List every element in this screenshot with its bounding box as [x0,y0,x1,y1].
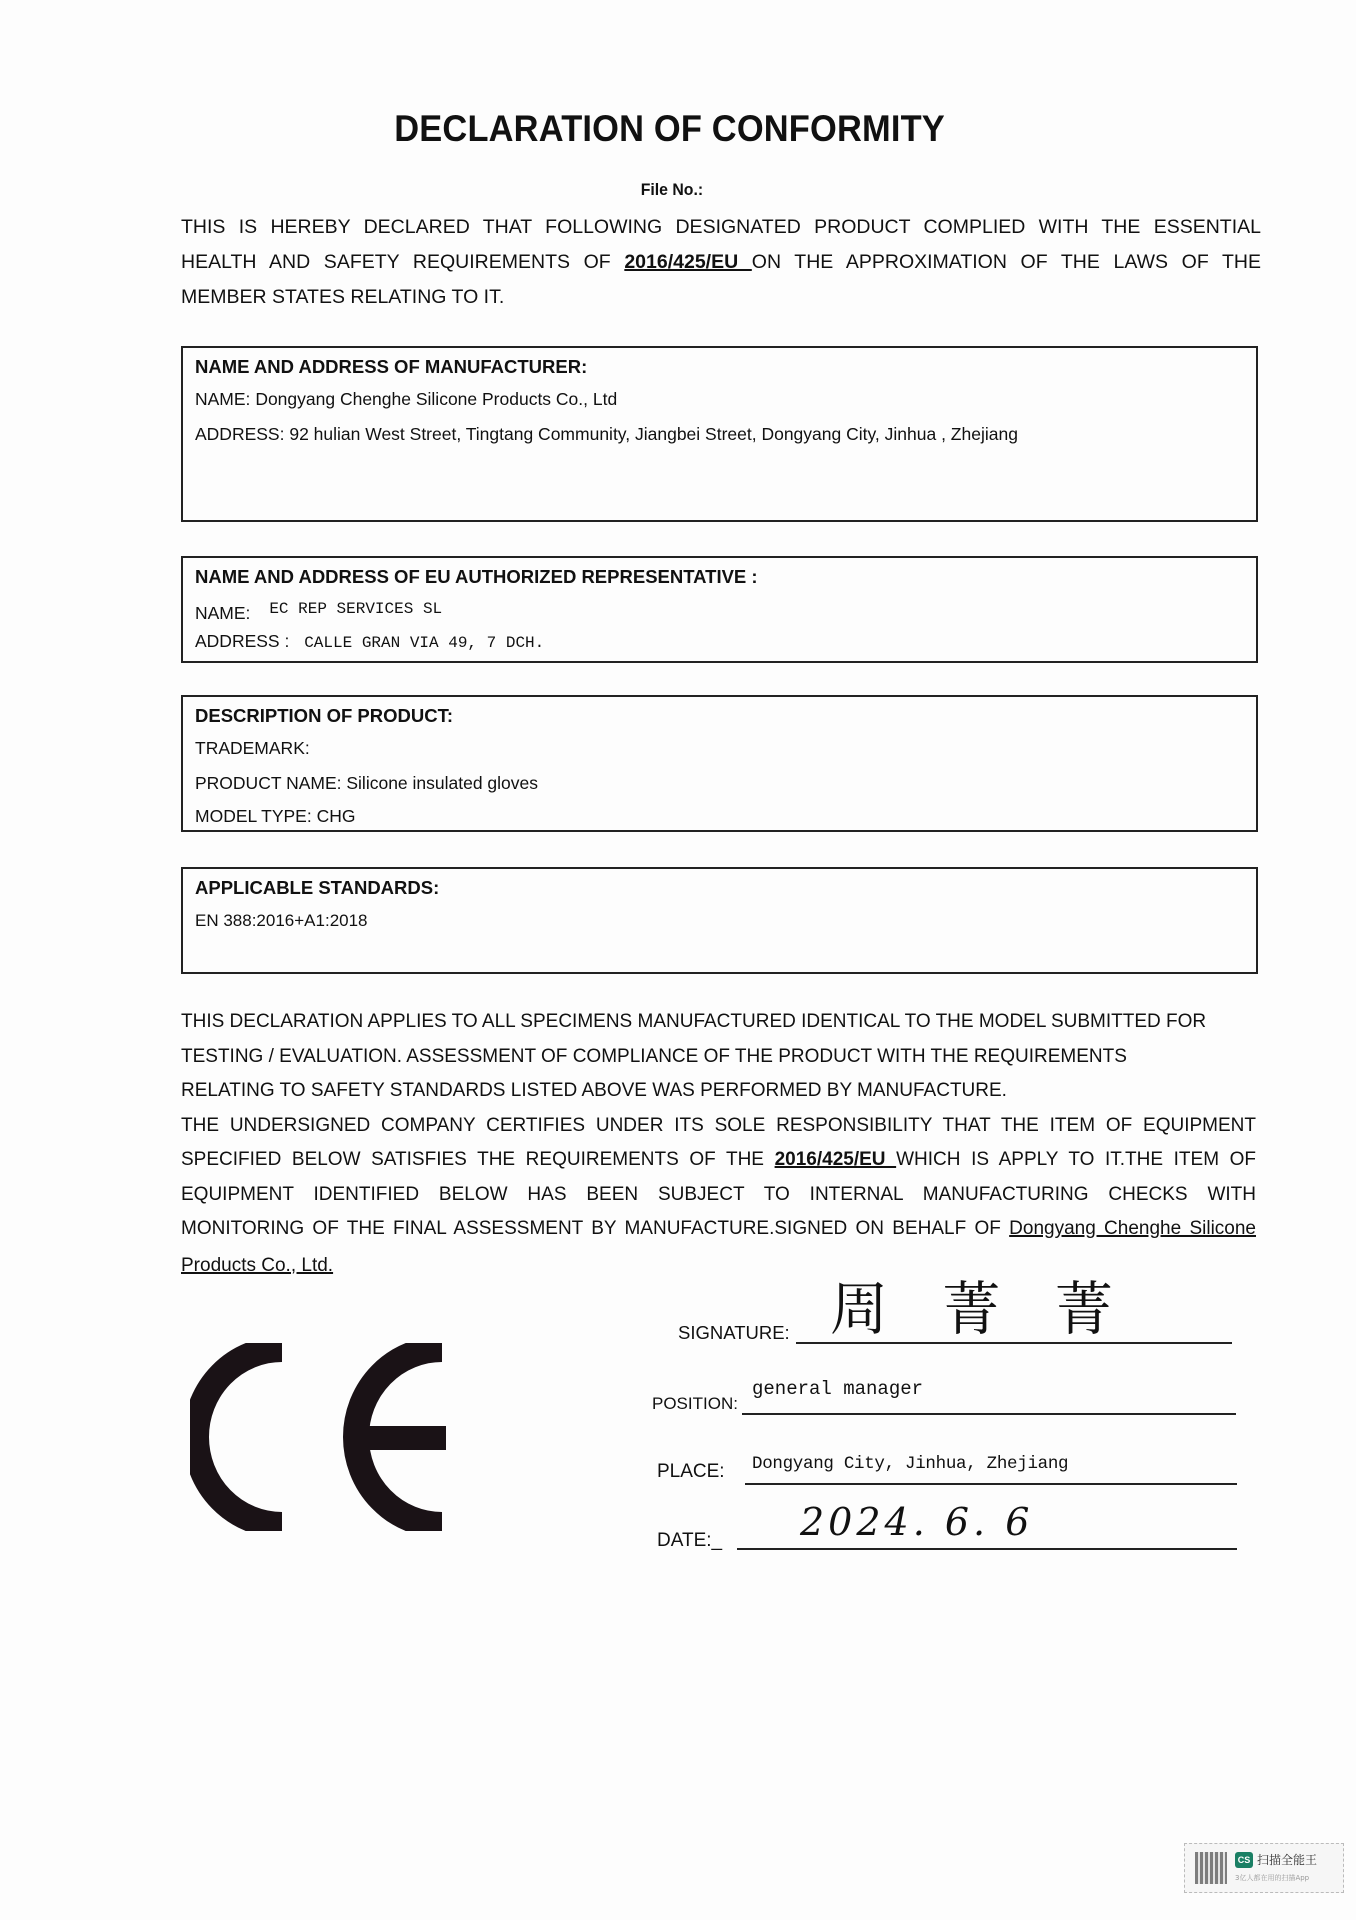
field-label: MODEL TYPE: [195,806,312,826]
declaration-text-span: WHICH IS APPLY TO IT.THE ITEM OF [896,1149,1257,1170]
company-name-underlined: Dongyang Chenghe Silicone [1009,1218,1256,1239]
field-label: ADDRESS : [195,631,290,651]
declaration-line [181,1143,1256,1178]
trademark-row [195,731,1256,766]
field-label: PRODUCT NAME: [195,773,342,793]
intro-line-2 [181,245,1261,280]
document-title: DECLARATION OF CONFORMITY [394,108,945,149]
eu-representative-section [181,556,1258,663]
model-type-row [195,801,1256,831]
manufacturer-address: 92 hulian West Street, Tingtang Community, Jiangbei Street, Dongyang City, Jinhua , Zhejiang [289,424,1018,444]
product-name: Silicone insulated gloves [346,773,539,793]
product-name-row [195,766,1256,801]
intro-text: ON THE APPROXIMATION OF THE LAWS OF THE [751,251,1261,273]
field-label: NAME: [195,389,251,409]
directive-reference: 2016/425/EU [624,251,752,273]
product-description-section [181,695,1258,832]
field-label: NAME: [195,603,251,623]
scanner-watermark-badge [1184,1843,1344,1893]
manufacturer-name: Dongyang Chenghe Silicone Products Co., Ltd [255,389,618,409]
position-label: POSITION: [652,1394,738,1413]
declaration-text-span: MONITORING OF THE FINAL ASSESSMENT BY MANUFACTURE.SIGNED ON BEHALF OF [181,1218,1010,1239]
section-heading: NAME AND ADDRESS OF EU AUTHORIZED REPRESENTATIVE : [195,566,758,587]
place-label: PLACE: [657,1461,725,1482]
camscanner-logo-icon: CS [1235,1852,1253,1868]
file-number-label: File No.: [640,180,704,199]
ce-mark-logo [190,1343,452,1531]
manufacturer-section [181,346,1258,522]
signature-label: SIGNATURE: [678,1322,790,1343]
declaration-text-span: SPECIFIED BELOW SATISFIES THE REQUIREMENTS OF THE [181,1149,775,1170]
date-label: DATE:_ [657,1530,723,1551]
manufacturer-name-row [195,382,1256,417]
date-value: 2024. 6. 6 [800,1500,1034,1544]
signature-value: 周 菁 菁 [830,1275,1131,1343]
declaration-line: THE UNDERSIGNED COMPANY CERTIFIES UNDER ITS SOLE RESPONSIBILITY THAT THE ITEM OF EQUIPMENT [181,1114,1256,1136]
eu-rep-address-row [195,624,1256,661]
qr-code-icon [1195,1852,1227,1884]
section-heading: NAME AND ADDRESS OF MANUFACTURER: [195,356,588,377]
standard-item: EN 388:2016+A1:2018 [195,911,368,930]
declaration-text [181,1005,1256,1283]
applicable-standards-section [181,867,1258,974]
scanner-app-name: 扫描全能王 [1257,1853,1318,1867]
section-heading: DESCRIPTION OF PRODUCT: [195,705,453,726]
place-value: Dongyang City, Jinhua, Zhejiang [752,1454,1069,1474]
declaration-line: RELATING TO SAFETY STANDARDS LISTED ABOVE WAS PERFORMED BY MANUFACTURE. [181,1080,1007,1101]
eu-rep-name-row [195,592,1256,624]
intro-line-1: THIS IS HEREBY DECLARED THAT FOLLOWING DESIGNATED PRODUCT COMPLIED WITH THE ESSENTIAL [181,216,1261,238]
intro-paragraph [181,210,1261,315]
intro-text: HEALTH AND SAFETY REQUIREMENTS OF [181,251,625,273]
declaration-line: EQUIPMENT IDENTIFIED BELOW HAS BEEN SUBJECT TO INTERNAL MANUFACTURING CHECKS WITH [181,1183,1256,1205]
company-name-underlined: Products Co., Ltd. [181,1254,334,1276]
position-line [742,1413,1236,1415]
scanner-app-tagline: 3亿人都在用的扫描App [1235,1874,1310,1882]
intro-line-3: MEMBER STATES RELATING TO IT. [181,286,505,308]
place-line [745,1483,1237,1485]
declaration-line: TESTING / EVALUATION. ASSESSMENT OF COMPLIANCE OF THE PRODUCT WITH THE REQUIREMENTS [181,1045,1127,1067]
declaration-line [181,1212,1256,1247]
ce-mark-icon [190,1343,452,1531]
manufacturer-address-row [195,417,1256,452]
position-value: general manager [752,1378,924,1400]
date-line [737,1548,1237,1550]
field-label: ADDRESS: [195,424,285,444]
declaration-line: THIS DECLARATION APPLIES TO ALL SPECIMENS MANUFACTURED IDENTICAL TO THE MODEL SUBMITTED FOR [181,1011,1207,1032]
eu-rep-address: CALLE GRAN VIA 49, 7 DCH. [304,634,545,652]
section-heading: APPLICABLE STANDARDS: [195,877,440,898]
eu-rep-name: EC REP SERVICES SL [269,600,443,618]
model-type: CHG [316,806,356,826]
directive-reference: 2016/425/EU [774,1149,897,1170]
field-label: TRADEMARK: [195,738,310,758]
